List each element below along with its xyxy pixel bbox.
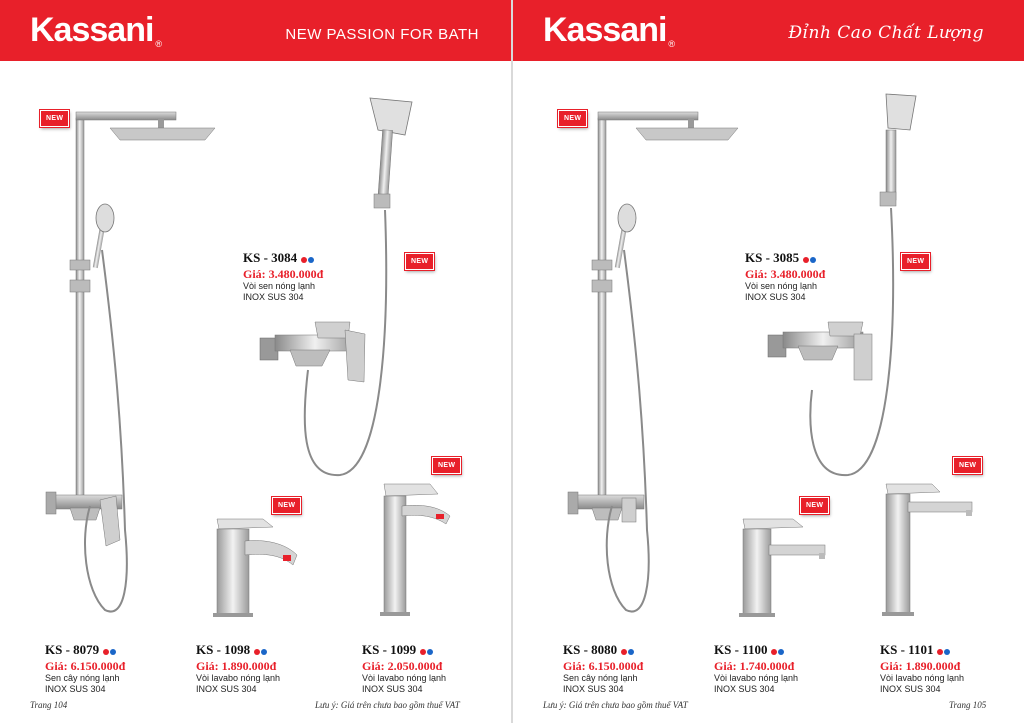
- product-price: Giá: 1.890.000đ: [880, 658, 961, 673]
- product-material: INOX SUS 304: [880, 684, 941, 694]
- left-page: [0, 0, 511, 723]
- brand-logo-text: Kassani: [543, 11, 667, 49]
- page-number: Trang 105: [949, 700, 987, 710]
- product-card: [243, 250, 323, 303]
- product-code: KS - 8080: [563, 642, 643, 659]
- basin-mixer-tall-image: [370, 478, 470, 620]
- product-card: [745, 250, 825, 303]
- new-badge: NEW: [432, 457, 461, 474]
- product-card: [714, 642, 798, 695]
- hot-cold-icon: [419, 643, 433, 659]
- product-description: Vòi sen nóng lạnh: [243, 281, 316, 292]
- product-description: Vòi lavabo nóng lạnh: [362, 673, 447, 684]
- brand-logo: [543, 10, 674, 50]
- product-code: KS - 8079: [45, 642, 125, 659]
- basin-mixer-tall-image: [878, 478, 978, 620]
- product-code: KS - 1101: [880, 642, 964, 659]
- page-number: Trang 104: [30, 700, 68, 710]
- new-badge: NEW: [558, 110, 587, 127]
- shower-column-image: [548, 100, 748, 620]
- hot-cold-icon: [770, 643, 784, 659]
- product-price: Giá: 3.480.000đ: [243, 266, 324, 281]
- basin-mixer-low-image: [205, 515, 305, 620]
- product-material: INOX SUS 304: [745, 292, 806, 302]
- hot-cold-icon: [300, 251, 314, 267]
- product-description: Vòi lavabo nóng lạnh: [880, 673, 965, 684]
- right-tagline: Đỉnh Cao Chất Lượng: [788, 23, 984, 43]
- product-card: [563, 642, 643, 695]
- hot-cold-icon: [802, 251, 816, 267]
- brand-logo-text: Kassani: [30, 11, 154, 49]
- product-code: KS - 1099: [362, 642, 446, 659]
- product-description: Sen cây nóng lạnh: [563, 673, 638, 684]
- product-price: Giá: 6.150.000đ: [45, 658, 126, 673]
- new-badge: NEW: [40, 110, 69, 127]
- new-badge: NEW: [272, 497, 301, 514]
- hot-cold-icon: [253, 643, 267, 659]
- vat-note: Lưu ý: Giá trên chưa bao gồm thuế VAT: [543, 700, 688, 710]
- product-code: KS - 3085: [745, 250, 825, 267]
- product-material: INOX SUS 304: [243, 292, 304, 302]
- product-card: [45, 642, 125, 695]
- new-badge: NEW: [901, 253, 930, 270]
- product-description: Vòi lavabo nóng lạnh: [714, 673, 799, 684]
- product-price: Giá: 1.890.000đ: [196, 658, 277, 673]
- new-badge: NEW: [800, 497, 829, 514]
- hot-cold-icon: [102, 643, 116, 659]
- product-description: Vòi sen nóng lạnh: [745, 281, 818, 292]
- product-material: INOX SUS 304: [563, 684, 624, 694]
- product-card: [362, 642, 446, 695]
- product-material: INOX SUS 304: [45, 684, 106, 694]
- product-description: Vòi lavabo nóng lạnh: [196, 673, 281, 684]
- product-material: INOX SUS 304: [362, 684, 423, 694]
- product-material: INOX SUS 304: [714, 684, 775, 694]
- hot-cold-icon: [936, 643, 950, 659]
- shower-column-image: [30, 100, 230, 620]
- right-page: [513, 0, 1024, 723]
- product-code: KS - 3084: [243, 250, 323, 267]
- new-badge: NEW: [405, 253, 434, 270]
- product-price: Giá: 6.150.000đ: [563, 658, 644, 673]
- right-header-bar: [513, 0, 1024, 61]
- vat-note: Lưu ý: Giá trên chưa bao gồm thuế VAT: [315, 700, 460, 710]
- product-code: KS - 1098: [196, 642, 280, 659]
- basin-mixer-low-image: [733, 515, 833, 620]
- left-header-bar: [0, 0, 511, 61]
- new-badge: NEW: [953, 457, 982, 474]
- product-price: Giá: 3.480.000đ: [745, 266, 826, 281]
- product-price: Giá: 1.740.000đ: [714, 658, 795, 673]
- product-material: INOX SUS 304: [196, 684, 257, 694]
- product-price: Giá: 2.050.000đ: [362, 658, 443, 673]
- product-card: [880, 642, 964, 695]
- product-card: [196, 642, 280, 695]
- hot-cold-icon: [620, 643, 634, 659]
- registered-mark: ®: [668, 39, 675, 49]
- left-tagline: NEW PASSION FOR BATH: [285, 26, 479, 43]
- product-code: KS - 1100: [714, 642, 798, 659]
- registered-mark: ®: [155, 39, 162, 49]
- product-description: Sen cây nóng lạnh: [45, 673, 120, 684]
- brand-logo: [30, 10, 161, 50]
